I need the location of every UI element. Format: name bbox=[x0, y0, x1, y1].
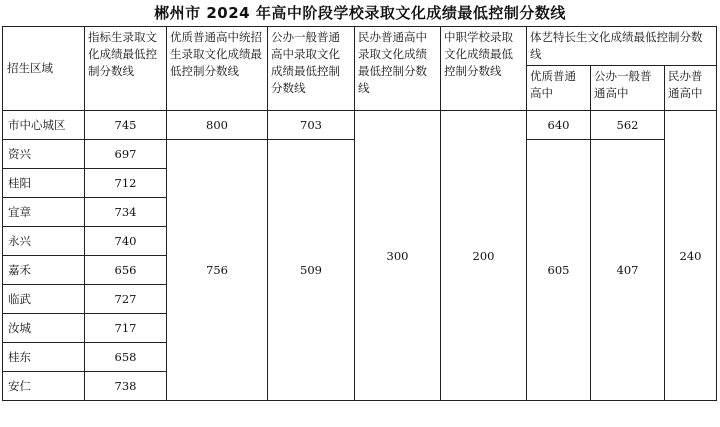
indicator-cell: 658 bbox=[85, 343, 167, 372]
region-cell: 嘉禾 bbox=[3, 256, 85, 285]
header-private-general: 民办普通高中录取文化成绩最低控制分数线 bbox=[355, 27, 441, 111]
indicator-cell: 734 bbox=[85, 198, 167, 227]
indicator-cell: 656 bbox=[85, 256, 167, 285]
region-cell: 宜章 bbox=[3, 198, 85, 227]
header-arts-quality: 优质普通高中 bbox=[527, 66, 591, 111]
indicator-cell: 727 bbox=[85, 285, 167, 314]
arts-public-cell: 562 bbox=[591, 111, 665, 140]
private-general-cell: 300 bbox=[355, 111, 441, 401]
public-general-cell: 509 bbox=[268, 140, 355, 401]
table-row bbox=[3, 111, 717, 140]
arts-private-cell: 240 bbox=[665, 111, 717, 401]
arts-quality-cell: 640 bbox=[527, 111, 591, 140]
arts-public-cell: 407 bbox=[591, 140, 665, 401]
indicator-cell: 738 bbox=[85, 372, 167, 401]
quality-unified-cell: 800 bbox=[167, 111, 268, 140]
indicator-cell: 717 bbox=[85, 314, 167, 343]
page-title: 郴州市 2024 年高中阶段学校录取文化成绩最低控制分数线 bbox=[154, 4, 566, 22]
indicator-cell: 712 bbox=[85, 169, 167, 198]
region-cell: 市中心城区 bbox=[3, 111, 85, 140]
indicator-cell: 740 bbox=[85, 227, 167, 256]
region-cell: 汝城 bbox=[3, 314, 85, 343]
header-region: 招生区域 bbox=[3, 27, 85, 111]
arts-quality-cell: 605 bbox=[527, 140, 591, 401]
header-arts-public: 公办一般普通高中 bbox=[591, 66, 665, 111]
header-public-general: 公办一般普通高中录取文化成绩最低控制分数线 bbox=[268, 27, 355, 111]
score-table bbox=[2, 26, 717, 401]
quality-unified-cell: 756 bbox=[167, 140, 268, 401]
header-arts-private: 民办普通高中 bbox=[665, 66, 717, 111]
public-general-cell: 703 bbox=[268, 111, 355, 140]
header-vocational: 中职学校录取文化成绩最低控制分数线 bbox=[441, 27, 527, 111]
header-arts-sports: 体艺特长生文化成绩最低控制分数线 bbox=[527, 27, 717, 66]
region-cell: 资兴 bbox=[3, 140, 85, 169]
region-cell: 临武 bbox=[3, 285, 85, 314]
region-cell: 安仁 bbox=[3, 372, 85, 401]
header-quality-unified: 优质普通高中统招生录取文化成绩最低控制分数线 bbox=[167, 27, 268, 111]
indicator-cell: 697 bbox=[85, 140, 167, 169]
region-cell: 永兴 bbox=[3, 227, 85, 256]
header-indicator: 指标生录取文化成绩最低控制分数线 bbox=[85, 27, 167, 111]
indicator-cell: 745 bbox=[85, 111, 167, 140]
region-cell: 桂阳 bbox=[3, 169, 85, 198]
region-cell: 桂东 bbox=[3, 343, 85, 372]
vocational-cell: 200 bbox=[441, 111, 527, 401]
